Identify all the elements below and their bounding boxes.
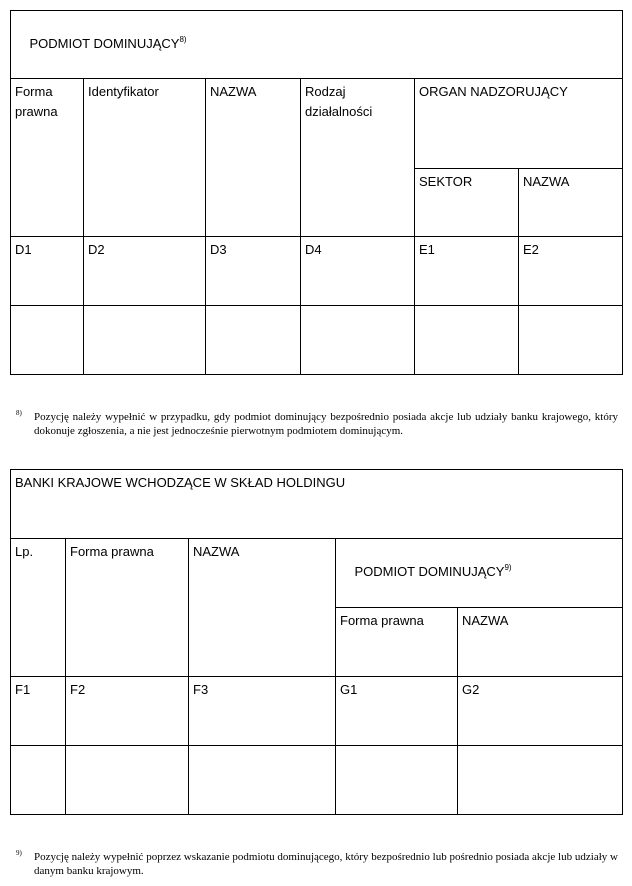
footnote-text: Pozycję należy wypełnić w przypadku, gdy podmiot dominujący bezpośrednio posiada akcje lub udziały banku krajowego, który dokonuje zgłoszenia, a nie jest jednocześnie pierwotnym podmiotem dominującym.	[34, 411, 618, 437]
data-cell[interactable]	[335, 745, 457, 815]
footnote-marker: 9)	[16, 849, 22, 857]
code-cell: D4	[305, 242, 322, 257]
data-cell[interactable]	[83, 305, 205, 375]
code-cell: G1	[340, 682, 358, 697]
code-cell: D1	[15, 242, 32, 257]
header-rodzaj-dzialalnosci: Rodzaj działalności	[305, 84, 373, 119]
header-sektor: SEKTOR	[419, 174, 473, 189]
table-podmiot-dominujacy	[10, 10, 623, 375]
data-cell[interactable]	[10, 305, 83, 375]
header-identyfikator: Identyfikator	[88, 84, 159, 99]
footnote-ref: 8)	[179, 35, 187, 44]
data-cell[interactable]	[457, 745, 623, 815]
code-cell: F3	[193, 682, 209, 697]
data-cell[interactable]	[518, 305, 623, 375]
code-cell: D2	[88, 242, 105, 257]
header-pd-nazwa: NAZWA	[462, 613, 509, 628]
code-cell: E1	[419, 242, 435, 257]
header-podmiot-dominujacy	[335, 538, 623, 602]
data-cell[interactable]	[65, 745, 188, 815]
data-cell[interactable]	[188, 745, 335, 815]
code-cell: F2	[70, 682, 86, 697]
header-organ-nadzorujacy: ORGAN NADZORUJĄCY	[419, 84, 568, 99]
footnote-9	[16, 850, 616, 880]
footnote-text: Pozycję należy wypełnić poprzez wskazanie podmiotu dominującego, który bezpośrednio lub pośrednio posiada akcje lub udziały w danym banku krajowym.	[34, 851, 618, 877]
data-cell[interactable]	[414, 305, 518, 375]
table-title-text: PODMIOT DOMINUJĄCY	[29, 36, 180, 51]
header-podmiot-text: PODMIOT DOMINUJĄCY	[354, 564, 505, 579]
footnote-8	[16, 410, 616, 440]
code-cell: G2	[462, 682, 480, 697]
table-title	[10, 10, 623, 78]
data-cell[interactable]	[10, 745, 65, 815]
table-title: BANKI KRAJOWE WCHODZĄCE W SKŁAD HOLDINGU	[15, 475, 346, 490]
header-organ-nazwa: NAZWA	[523, 174, 570, 189]
footnote-marker: 8)	[16, 409, 22, 417]
header-lp: Lp.	[15, 544, 34, 559]
code-cell: E2	[523, 242, 539, 257]
code-cell: F1	[15, 682, 31, 697]
header-pd-forma-prawna: Forma prawna	[340, 613, 424, 628]
footnote-ref: 9)	[504, 563, 512, 572]
header-forma-prawna: Forma prawna	[70, 544, 154, 559]
data-cell[interactable]	[300, 305, 414, 375]
header-nazwa: NAZWA	[210, 84, 257, 99]
data-cell[interactable]	[205, 305, 300, 375]
header-forma-prawna: Forma prawna	[15, 84, 58, 119]
table-banki-krajowe	[10, 469, 623, 815]
header-nazwa: NAZWA	[193, 544, 240, 559]
code-cell: D3	[210, 242, 227, 257]
